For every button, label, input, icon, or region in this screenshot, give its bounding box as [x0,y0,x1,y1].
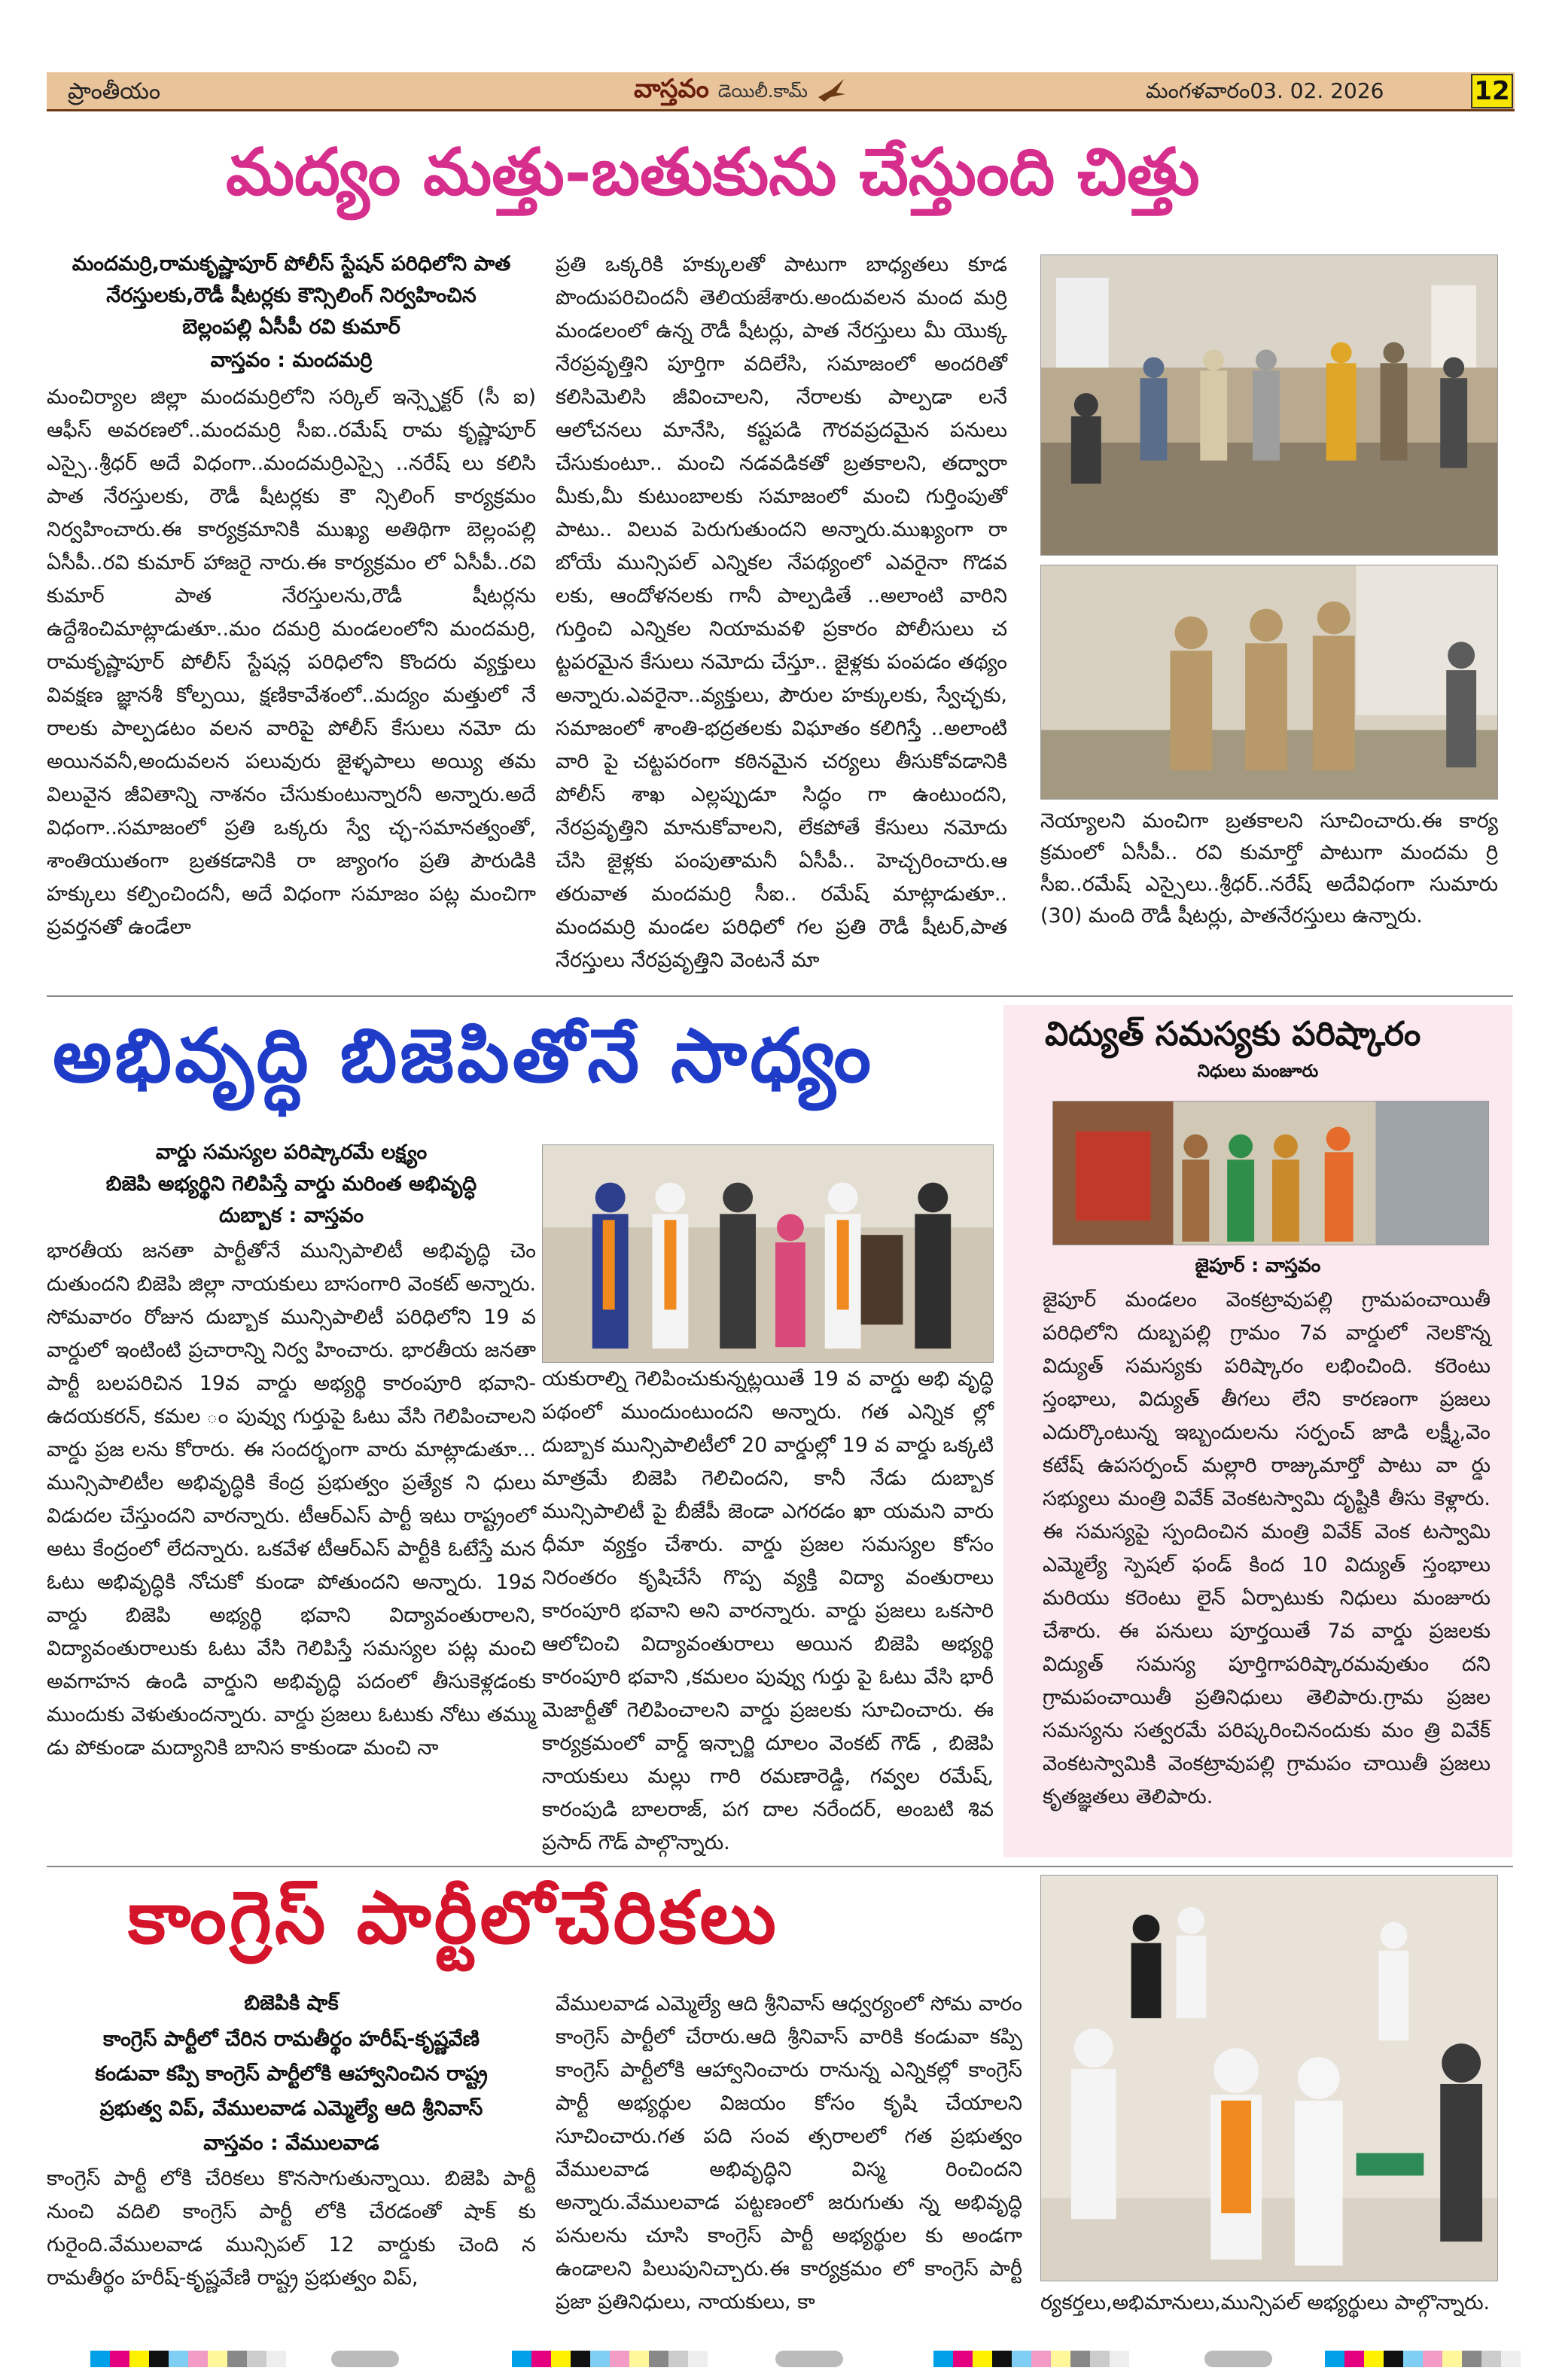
story1-column-2 [556,248,1007,1001]
print-color-bar-2 [512,2351,708,2367]
headline-4: కాంగ్రెస్ పార్టీలోచేరికలు [128,1875,779,1960]
paper-name [634,74,847,110]
print-color-bar-1 [90,2351,286,2367]
print-registration-mark-3 [1204,2351,1272,2367]
print-registration-mark-2 [775,2351,843,2367]
divider-1 [47,995,1513,997]
story4-photo [1040,1875,1498,2281]
headline-3: విద్యుత్ సమస్యకు పరిష్కారం [1045,1015,1421,1053]
masthead [47,72,1515,111]
story2-photo [542,1144,994,1363]
story2-sub-2: బిజెపి అభ్యర్థిని గెలిపిస్తే వార్డు మరింత అభివృద్ధి [105,1172,477,1196]
story3-column [1043,1284,1491,1856]
story1-sub-1: మందమర్రి,రామకృష్ణాపూర్ పోలీస్ స్టేషన్ పరిధిలోని పాత [72,252,511,276]
headline-1: మద్యం మత్తు-బతుకును చేస్తుంది చిత్తు [226,134,1200,210]
story2-sub-1: వార్డు సమస్యల పరిష్కారమే లక్ష్యం [155,1141,428,1164]
story1-sub-3: బెల్లంపల్లి ఏసీపీ రవి కుమార్ [182,315,400,339]
story4-column-2 [556,1988,1022,2327]
story1-caption: నెయ్యాలని మంచిగా బ్రతకాలని సూచించారు.ఈ కార్య క్రమంలో ఏసీపీ.. రవి కుమార్తో పాటుగా మందమ ర్రి సీఐ..రమేష్ ఎస్సైలు..శ్రీధర్..నరేష్ అదేవిధంగా సుమారు (30) మంది రౌడీ షీటర్లు, పాతనేరస్తులు ఉన్నారు. [1040,809,1498,928]
story1-photo-1 [1040,254,1498,556]
page-number: 12 [1471,74,1513,108]
story4-body-2: వేములవాడ ఎమ్మెల్యే ఆది శ్రీనివాస్ ఆధ్వర్యంలో సోమ వారం కాంగ్రెస్ పార్టీలో చేరారు.ఆది శ్రీనివాస్ వారికి కండువా కప్పి కాంగ్రెస్ పార్టీలోకి ఆహ్వానించారు రానున్న ఎన్నికల్లో కాంగ్రెస్ పార్టీ అభ్యర్థుల విజయం కోసం కృషి చేయాలని సూచించారు.గత పది సంవ త్సరాలలో గత ప్రభుత్వం వేములవాడ అభివృద్ధిని విస్మ రించిందని అన్నారు.వేములవాడ పట్టణంలో జరుగుతు న్న అభివృద్ధి పనులను చూసి కాంగ్రెస్ పార్టీ అభ్యర్థుల కు అండగా ఉండాలని పిలుపునిచ్చారు.ఈ కార్యక్రమం లో కాంగ్రెస్ పార్టీ ప్రజా ప్రతినిధులు, నాయకులు, కా [556,1992,1022,2314]
story2-column-1 [47,1235,536,1860]
story1-column-1 [47,381,536,1013]
story2-column-2 [542,1363,994,1860]
story1-dateline: వాస్తవం : మందమర్రి [210,349,373,372]
story1-sub-2: నేరస్తులకు,రౌడీ షీటర్లకు కౌన్సిలింగ్ నిర్వహించిన [106,284,477,307]
bird-logo-icon [817,78,847,103]
story3-body: జైపూర్ మండలం వెంకట్రావుపల్లి గ్రామపంచాయితీ పరిధిలోని దుబ్బపల్లి గ్రామం 7వ వార్డులో నెలకొన్న విద్యుత్ సమస్యకు పరిష్కారం లభించింది. కరెంటు స్తంభాలు, విద్యుత్ తీగలు లేని కారణంగా ప్రజలు ఎదుర్కొంటున్న ఇబ్బందులను సర్పంచ్ జాడి లక్ష్మీ,వెం కటేష్ ఉపసర్పంచ్ మల్లారి రాజ్కుమార్తో పాటు వా ర్డు సభ్యులు మంత్రి వివేక్ వెంకటస్వామి దృష్టికి తీసు కెళ్లారు. ఈ సమస్యపై స్పందించిన మంత్రి వివేక్ వెంక టస్వామి ఎమ్మెల్యే స్పెషల్ ఫండ్ కింద 10 విద్యుత్ స్తంభాలు మరియు కరెంటు లైన్ ఏర్పాటుకు నిధులు మంజూరు చేశారు. ఈ పనులు పూర్తయితే 7వ వార్డు ప్రజలకు విద్యుత్ సమస్య పూర్తిగాపరిష్కారమవుతుం దని గ్రామపంచాయితీ ప్రతినిధులు తెలిపారు.గ్రామ ప్రజల సమస్యను సత్వరమే పరిష్కరించినందుకు మం త్రి వివేక్ వెంకటస్వామికి వెంకట్రావుపల్లి గ్రామపం చాయితీ ప్రజలు కృతజ్ఞతలు తెలిపారు. [1043,1288,1491,1809]
story4-dateline: వాస్తవం : వేములవాడ [203,2132,379,2155]
headline-2: అభివృద్ధి బిజెపితోనే సాధ్యం [53,1013,875,1099]
paper-title: వాస్తవం [634,74,709,104]
story4-sub-1: బిజెపికి షాక్ [244,1991,339,2015]
story3-dateline: జైపూర్ : వాస్తవం [1195,1254,1321,1276]
story4-column-1 [47,2162,536,2328]
story2-dateline: దుబ్బాక : వాస్తవం [218,1204,364,1227]
story4-body-1: కాంగ్రెస్ పార్టీ లోకి చేరికలు కొనసాగుతున్నాయి. బిజెపి పార్టీ నుంచి వదిలి కాంగ్రెస్ పార్టీ లోకి చేరడంతో షాక్ కు గురైంది.వేములవాడ మున్సిపల్ 12 వార్డుకు చెంది న రామతీర్థం హరీష్-కృష్ణవేణి రాష్ట్ర ప్రభుత్వం విప్, [47,2167,536,2290]
story4-sub-2: కాంగ్రెస్ పార్టీలో చేరిన రామతీర్థం హరీష్-కృష్ణవేణి [102,2028,480,2051]
story1-photo-2 [1040,565,1498,800]
story1-body-2: ప్రతి ఒక్కరికి హక్కులతో పాటుగా బాధ్యతలు కూడ పొందుపరిచిందనీ తెలియజేశారు.అందువలన మంద మర్రి మండలంలో ఉన్న రౌడీ షీటర్లు, పాత నేరస్తులు మీ యొక్క నేరప్రవృత్తిని పూర్తిగా వదిలేసి, సమాజంలో అందరితో కలిసిమెలిసి జీవించాలని, నేరాలకు పాల్పడా లనే ఆలోచనలు మానేసి, కష్టపడి గౌరవప్రదమైన పనులు చేసుకుంటూ.. మంచి నడవడికతో బ్రతకాలని, తద్వారా మీకు,మీ కుటుంబాలకు సమాజంలో మంచి గుర్తింపుతో పాటు.. విలువ పెరుగుతుందని అన్నారు.ముఖ్యంగా రా బోయే మున్సిపల్ ఎన్నికల నేపథ్యంలో ఎవరైనా గొడవ లకు, ఆందోళనలకు గానీ పాల్పడితే ..అలాంటి వారిని గుర్తించి ఎన్నికల నియామవళి ప్రకారం పోలీసులు చ ట్టపరమైన కేసులు నమోదు చేస్తూ.. జైళ్లకు పంపడం తథ్యం అన్నారు.ఎవరైనా..వ్యక్తులు, పౌరుల హక్కులకు, స్వేచ్ఛకు, సమాజంలో శాంతి-భద్రతలకు విఘాతం కలిగిస్తే ..అలాంటి వారి పై చట్టపరంగా కఠినమైన చర్యలు తీసుకోవడానికి పోలీస్ శాఖ ఎల్లప్పుడూ సిద్ధం గా ఉంటుందని, నేరప్రవృత్తిని మానుకోవాలని, లేకపోతే కేసులు నమోదు చేసి జైళ్లకు పంపుతామనీ ఏసీపీ.. హెచ్చరించారు.ఆ తరువాత మందమర్రి సీఐ.. రమేష్ మాట్లాడుతూ.. మందమర్రి మండల పరిధిలో గల ప్రతి రౌడీ షీటర్,పాత నేరస్తులు నేరప్రవృత్తిని వెంటనే మా [556,253,1007,972]
story3-sub: నిధులు మంజూరు [1197,1062,1319,1081]
divider-2 [47,1866,1513,1867]
paper-suffix: డెయిలీ.కామ్ [717,81,808,102]
print-color-bar-3 [933,2351,1129,2367]
story4-sub-3: కండువా కప్పి కాంగ్రెస్ పార్టీలోకి ఆహ్వానించిన రాష్ట్ర [95,2062,488,2086]
story4-sub-4: ప్రభుత్వ విప్, వేములవాడ ఎమ్మెల్యే ఆది శ్రీనివాస్ [99,2097,483,2120]
print-registration-mark-1 [331,2351,399,2367]
story1-body-1: మంచిర్యాల జిల్లా మందమర్రిలోని సర్కిల్ ఇన్స్పెక్టర్ (సీ ఐ) ఆఫీస్ అవరణలో..మందమర్రి సీఐ..రమేష్ రామ కృష్ణాపూర్ ఎస్సై..శ్రీధర్ అదే విధంగా..మందమర్రిఎస్సై ..నరేష్ లు కలిసి పాత నేరస్తులకు, రౌడీ షీటర్లకు కౌ న్సిలింగ్ కార్యక్రమం నిర్వహించారు.ఈ కార్యక్రమానికి ముఖ్య అతిథిగా బెల్లంపల్లి ఏసీపీ..రవి కుమార్ హాజరై నారు.ఈ కార్యక్రమం లో ఏసీపీ..రవి కుమార్ పాత నేరస్తులను,రౌడీ షీటర్లను ఉద్దేశించిమాట్లాడుతూ..మం దమర్రి మండలంలోని మందమర్రి, రామకృష్ణాపూర్ పోలీస్ స్టేషన్ల పరిధిలోని కొందరు వ్యక్తులు వివక్షణ జ్ఞానశీ కోల్పయి, క్షణికావేశంలో..మద్యం మత్తులో నే రాలకు పాల్పడటం వలన వారిపై పోలీస్ కేసులు నమో దు అయినవనీ,అందువలన పలువురు జైళ్ళపాలు అయ్యి తమ విలువైన జీవితాన్ని నాశనం చేసుకుంటున్నారనీ అన్నారు.అదే విధంగా..సమాజంలో ప్రతి ఒక్కరు స్వే చ్ఛ-సమానత్వంతో, శాంతియుతంగా బ్రతకడానికి రా జ్యాంగం ప్రతి పౌరుడికి హక్కులు కల్పించిందనీ, అదే విధంగా సమాజం పట్ల మంచిగా ప్రవర్తనతో ఉండేలా [47,385,536,939]
story3-photo [1052,1101,1489,1245]
section-label: ప్రాంతీయం [68,78,161,105]
story2-body-1: భారతీయ జనతా పార్టీతోనే మున్సిపాలిటీ అభివృద్ధి చెం దుతుందని బిజెపి జిల్లా నాయకులు బాసంగారి వెంకట్ అన్నారు. సోమవారం రోజున దుబ్బాక మున్సిపాలిటీ పరిధిలోని 19 వ వార్డులో ఇంటింటి ప్రచారాన్ని నిర్వ హించారు. భారతీయ జనతా పార్టీ బలపరిచిన 19వ వార్డు అభ్యర్థి కారంపూరి భవాని-ఉదయకరన్, కమల ం పువ్వు గుర్తుపై ఓటు వేసి గెలిపించాలని వార్డు ప్రజ లను కోరారు. ఈ సందర్భంగా వారు మాట్లాడుతూ... మున్సిపాలిటీల అభివృద్ధికి కేంద్ర ప్రభుత్వం ప్రత్యేక ని ధులు విడుదల చేస్తుందని వారన్నారు. టీఆర్ఎస్ పార్టీ ఇటు రాష్ట్రంలో అటు కేంద్రంలో లేదన్నారు. ఒకవేళ టీఆర్ఎస్ పార్టీకి ఓటేస్తే మన ఓటు అభివృద్ధికి నోచుకో కుండా పోతుందని అన్నారు. 19వ వార్డు బిజెపి అభ్యర్థి భవాని విద్యావంతురాలని, విద్యావంతురాలుకు ఓటు వేసి గెలిపిస్తే సమస్యల పట్ల మంచి అవగాహన ఉండి వార్డుని అభివృద్ధి పదంలో తీసుకెళ్లడంకు ముందుకు వెళుతుందన్నారు. వార్డు ప్రజలు ఓటుకు నోటు తమ్ము డు పోకుండా మద్యానికి బానిస కాకుండా మంచి నా [47,1239,536,1760]
story4-caption: ర్యకర్తలు,అభిమానులు,మున్సిపల్ అభ్యర్థులు పాల్గొన్నారు. [1040,2291,1491,2314]
print-color-bar-4 [1325,2351,1521,2367]
story2-body-2: యకురాల్ని గెలిపించుకున్నట్లయితే 19 వ వార్డు అభి వృద్ధి పథంలో ముందుంటుందని అన్నారు. గత ఎన్నిక ల్లో దుబ్బాక మున్సిపాలిటీలో 20 వార్డుల్లో 19 వ వార్డు ఒక్కటి మాత్రమే బిజెపి గెలిచిందని, కానీ నేడు దుబ్బాక మున్సిపాలిటీ పై బీజేపీ జెండా ఎగరడం ఖా యమని వారు ధీమా వ్యక్తం చేశారు. వార్డు ప్రజల సమస్యల కోసం నిరంతరం కృషిచేసే గొప్ప వ్యక్తి విద్యా వంతురాలు కారంపూరి భవాని అని వారన్నారు. వార్డు ప్రజలు ఒకసారి ఆలోచించి విద్యావంతురాలు అయిన బిజెపి అభ్యర్థి కారంపూరి భవాని ,కమలం పువ్వు గుర్తు పై ఓటు వేసి భారీ మెజార్టీతో గెలిపించాలని వార్డు ప్రజలకు సూచించారు. ఈ కార్యక్రమంలో వార్డ్ ఇన్చార్జి దూలం వెంకట్ గౌడ్ , బిజెపి నాయకులు మల్లు గారి రమణారెడ్డి, గవ్వల రమేష్, కారంపుడి బాలరాజ్, పగ దాల నరేందర్, అంబటి శివ ప్రసాద్ గౌడ్ పాల్గొన్నారు. [542,1367,994,1854]
issue-date: మంగళవారం03. 02. 2026 [1146,78,1384,103]
